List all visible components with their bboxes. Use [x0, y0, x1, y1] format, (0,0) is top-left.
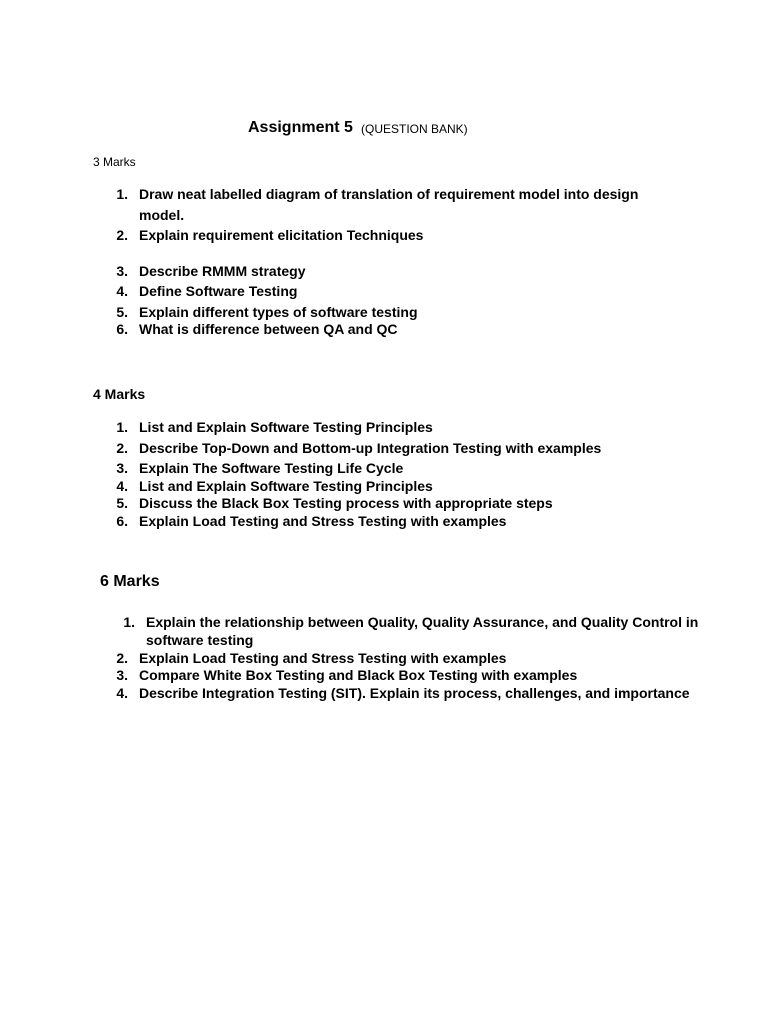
- question-number: 3.: [116, 667, 128, 683]
- question-text: List and Explain Software Testing Principles: [139, 478, 433, 494]
- question-number: 6.: [116, 513, 128, 529]
- question-text: Compare White Box Testing and Black Box Testing with examples: [139, 667, 578, 683]
- section-heading-3-marks: 3 Marks: [93, 155, 136, 169]
- question-number: 4.: [116, 685, 128, 701]
- question-text: List and Explain Software Testing Principles: [139, 419, 433, 435]
- question-number: 2.: [116, 440, 128, 456]
- section-heading-4-marks: 4 Marks: [93, 386, 146, 402]
- question-text: Explain the relationship between Quality, Quality Assurance, and Quality Control in: [146, 614, 699, 630]
- question-text: Describe RMMM strategy: [139, 263, 306, 279]
- question-number: 4.: [116, 478, 128, 494]
- question-number: 4.: [116, 283, 128, 299]
- question-text: Explain Load Testing and Stress Testing with examples: [139, 650, 507, 666]
- question-number: 1.: [116, 419, 128, 435]
- question-number: 2.: [116, 650, 128, 666]
- question-text: Describe Top-Down and Bottom-up Integration Testing with examples: [139, 440, 602, 456]
- question-number: 5.: [116, 304, 128, 320]
- question-text-continued: model.: [139, 207, 185, 223]
- question-number: 5.: [116, 495, 128, 511]
- question-number: 1.: [123, 614, 135, 630]
- question-text: Describe Integration Testing (SIT). Explain its process, challenges, and importance: [139, 685, 690, 701]
- question-number: 2.: [116, 227, 128, 243]
- question-text-continued: software testing: [146, 632, 254, 648]
- question-text: Explain different types of software testing: [139, 304, 418, 320]
- section-heading-6-marks: 6 Marks: [100, 573, 160, 590]
- page-title: Assignment 5: [248, 119, 353, 136]
- question-number: 3.: [116, 460, 128, 476]
- question-number: 3.: [116, 263, 128, 279]
- question-text: Explain Load Testing and Stress Testing with examples: [139, 513, 507, 529]
- question-text: What is difference between QA and QC: [139, 321, 398, 337]
- question-text: Explain requirement elicitation Techniques: [139, 227, 424, 243]
- question-text: Define Software Testing: [139, 283, 298, 299]
- question-number: 6.: [116, 321, 128, 337]
- question-number: 1.: [116, 186, 128, 202]
- question-text: Discuss the Black Box Testing process with appropriate steps: [139, 495, 553, 511]
- question-text: Draw neat labelled diagram of translation of requirement model into design: [139, 186, 639, 202]
- question-text: Explain The Software Testing Life Cycle: [139, 460, 404, 476]
- page-subtitle: (QUESTION BANK): [361, 122, 468, 136]
